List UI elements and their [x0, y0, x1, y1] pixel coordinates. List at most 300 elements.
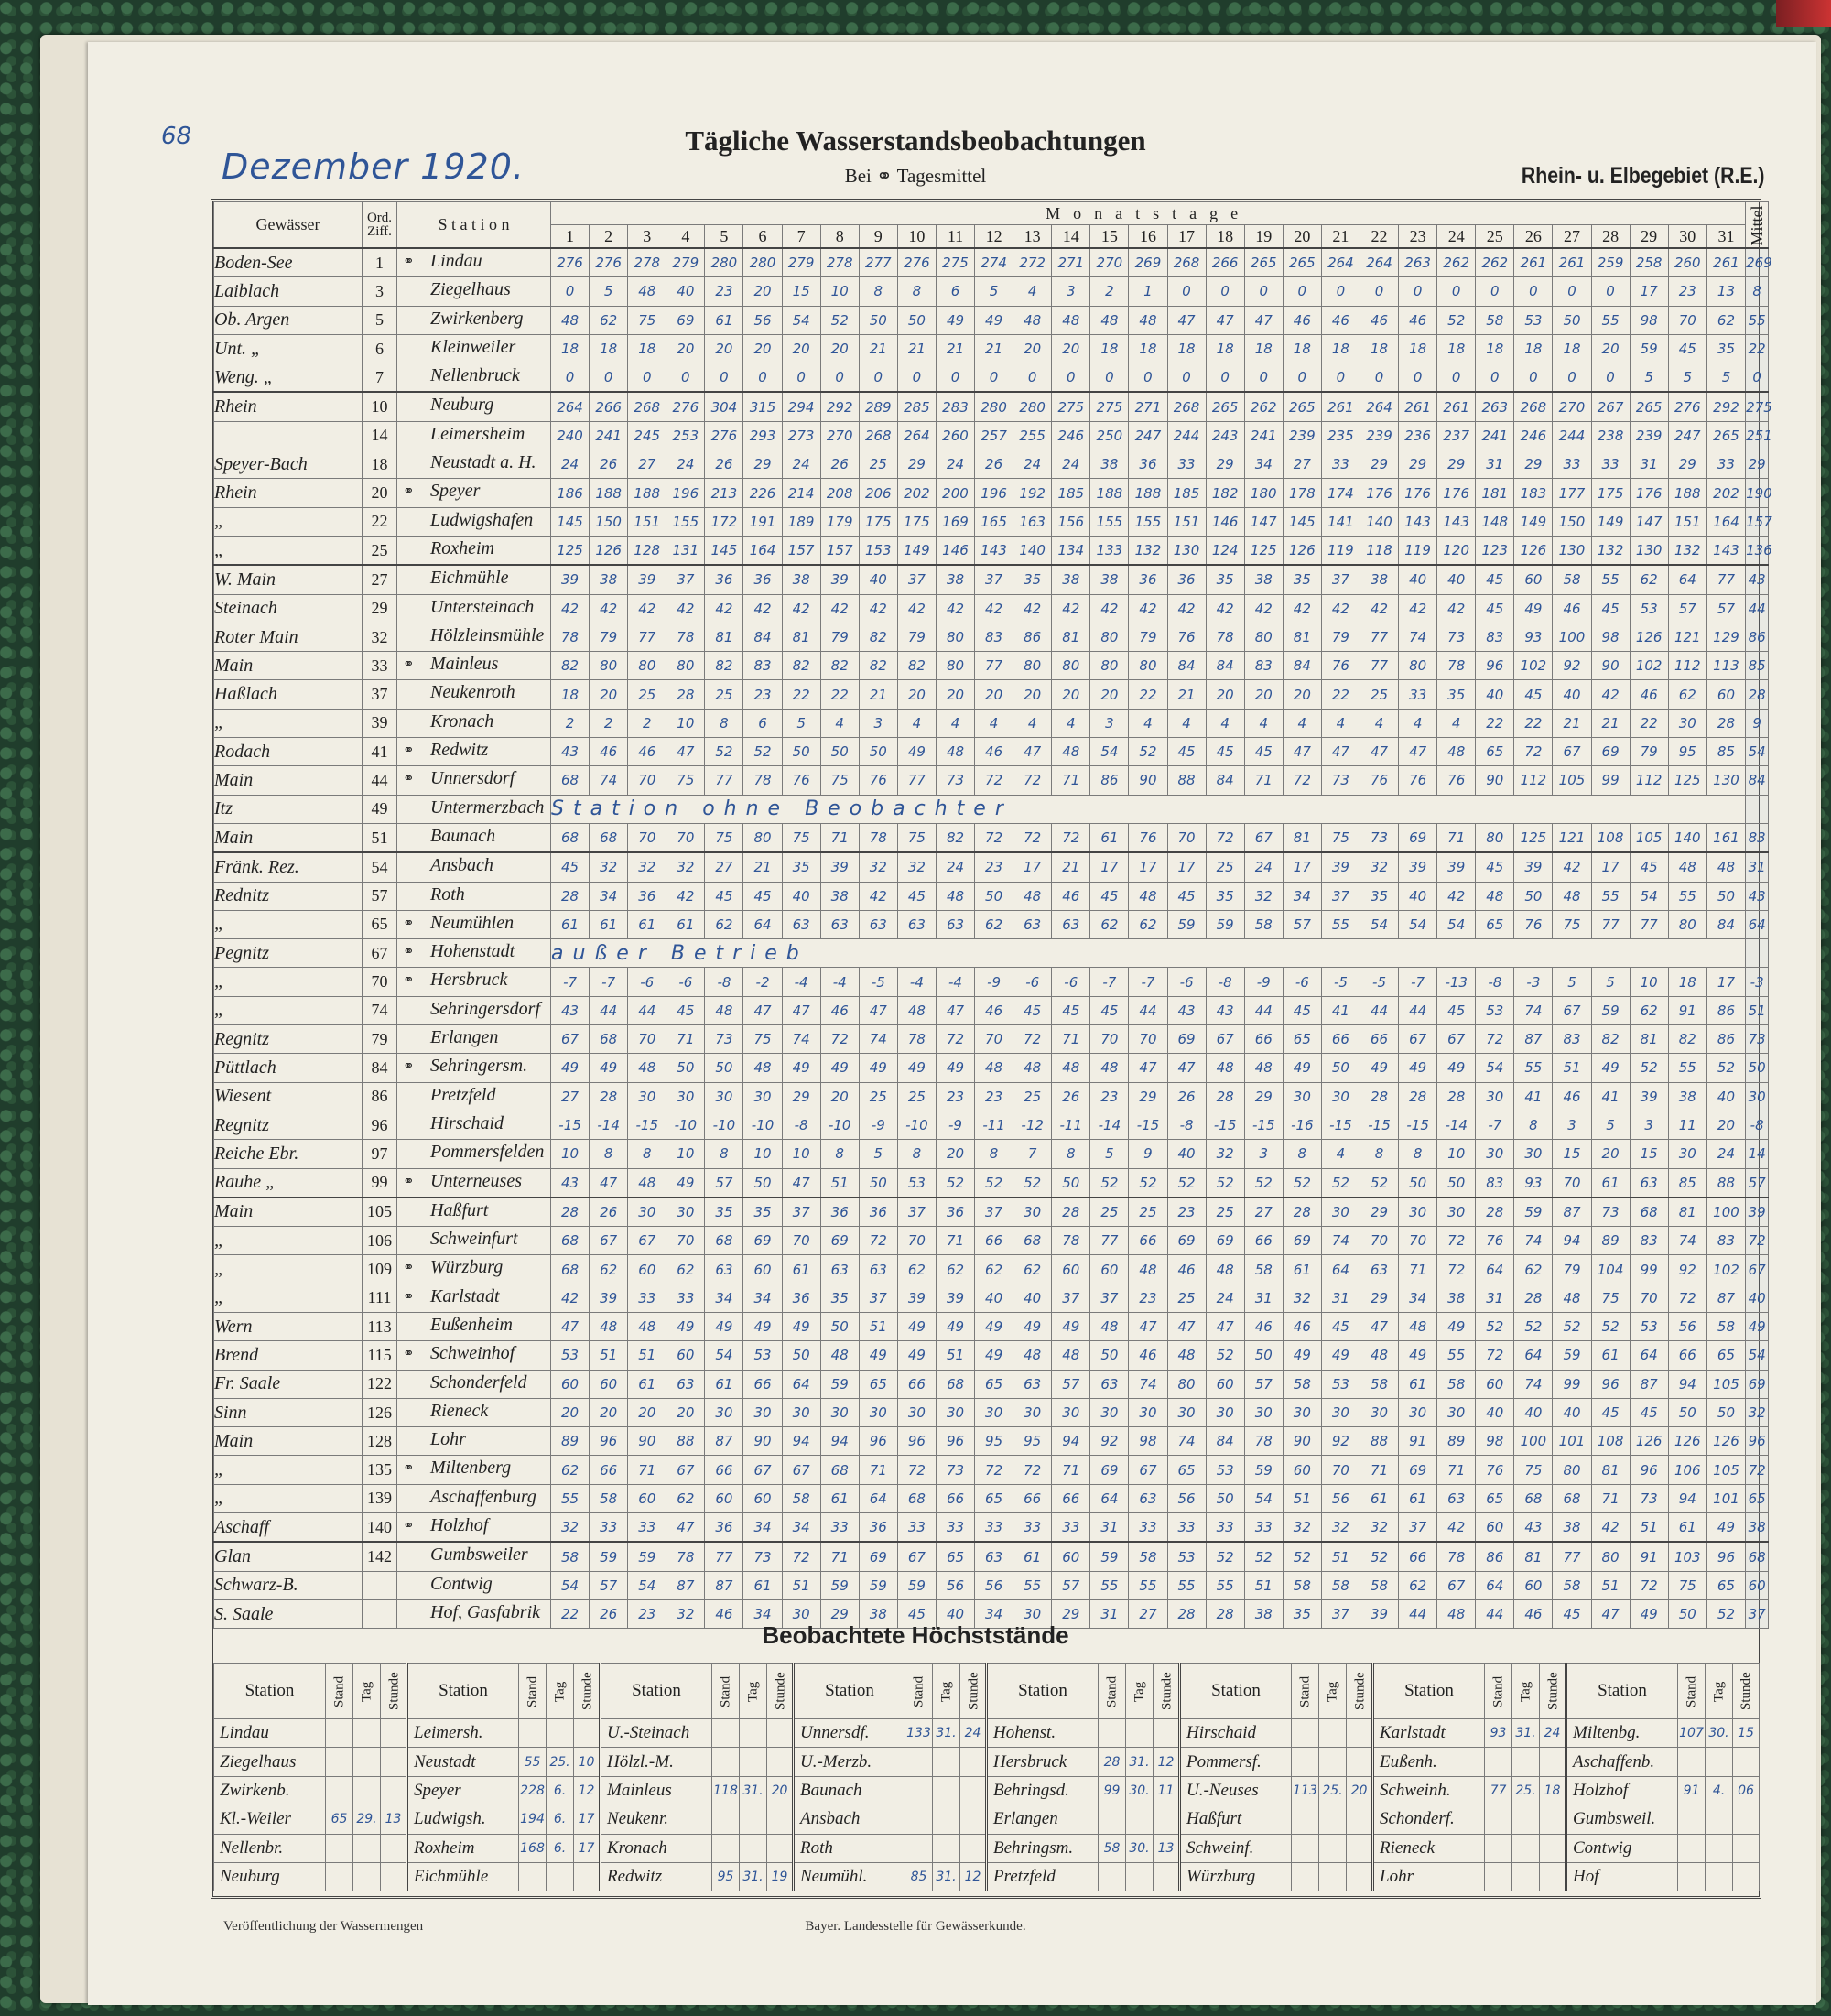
gewaesser-cell [214, 421, 363, 450]
value-cell: 4 [936, 709, 974, 737]
value-cell: 246 [1052, 421, 1090, 450]
value-cell: 6 [743, 709, 782, 737]
value-cell: 40 [1706, 1082, 1745, 1111]
value-cell: 65 [1476, 910, 1514, 938]
gewaesser-cell: Itz [214, 795, 363, 823]
value-cell: 27 [705, 852, 743, 882]
value-cell: -5 [1360, 968, 1398, 996]
value-cell: 92 [1090, 1427, 1129, 1456]
bookmark-ribbon [1776, 0, 1831, 27]
value-cell: 259 [1591, 248, 1630, 277]
value-cell: -15 [1129, 1111, 1167, 1139]
value-cell: 50 [782, 1341, 820, 1370]
value-cell: 0 [666, 363, 705, 393]
ord-cell: 142 [363, 1542, 397, 1571]
table-row [214, 996, 1769, 1024]
station-cell [397, 1370, 551, 1398]
value-cell: -11 [975, 1111, 1013, 1139]
value-cell: 42 [666, 882, 705, 910]
station-cell [397, 1398, 551, 1426]
ord-cell: 113 [363, 1312, 397, 1340]
value-cell: 62 [1129, 910, 1167, 938]
station-cell [397, 709, 551, 737]
value-cell: 35 [820, 1284, 859, 1312]
value-cell: 42 [1591, 1513, 1630, 1543]
value-cell: 33 [666, 1284, 705, 1312]
value-cell: 50 [1706, 882, 1745, 910]
value-cell: 20 [1013, 680, 1052, 709]
value-cell: 39 [1360, 1599, 1398, 1628]
hoechst-stunde [767, 1719, 794, 1748]
value-cell: 57 [1052, 1370, 1090, 1398]
hoechst-tag [1512, 1805, 1540, 1834]
ord-cell: 3 [363, 277, 397, 306]
hoechst-col-stunde: Stunde [1347, 1664, 1373, 1719]
value-cell: 78 [743, 766, 782, 795]
value-cell: 29 [1360, 450, 1398, 479]
hoechst-station: Hirschaid [1180, 1719, 1292, 1748]
value-cell: 55 [1206, 1571, 1244, 1599]
value-cell: 69 [1399, 1456, 1437, 1484]
value-cell: 65 [975, 1370, 1013, 1398]
value-cell: 31 [1090, 1599, 1129, 1628]
day-header: 2 [590, 225, 628, 249]
value-cell: 67 [551, 1025, 590, 1054]
value-cell: 275 [1090, 392, 1129, 421]
gewaesser-cell: Schwarz-B. [214, 1571, 363, 1599]
hoechst-tag [1126, 1805, 1154, 1834]
value-cell: 47 [666, 738, 705, 766]
value-cell: 155 [1129, 507, 1167, 536]
value-cell: 33 [1706, 450, 1745, 479]
value-cell: 150 [1553, 507, 1591, 536]
value-cell: 20 [1591, 334, 1630, 363]
value-cell: 96 [1706, 1542, 1745, 1571]
value-cell: 30 [820, 1398, 859, 1426]
hoechst-tag [353, 1776, 381, 1805]
station-cell [397, 823, 551, 852]
value-cell: 62 [590, 1255, 628, 1284]
hoechst-col-stunde: Stunde [1540, 1664, 1566, 1719]
station-name: Würzburg [430, 1257, 504, 1278]
station-cell [397, 1312, 551, 1340]
value-cell: 76 [782, 766, 820, 795]
value-cell: 99 [1553, 1370, 1591, 1398]
value-cell: 70 [1668, 306, 1706, 334]
value-cell: 77 [1553, 1542, 1591, 1571]
value-cell: 49 [1052, 1312, 1090, 1340]
value-cell: 66 [1244, 1227, 1283, 1255]
value-cell: 63 [1013, 1370, 1052, 1398]
value-cell: 20 [1706, 1111, 1745, 1139]
table-row [214, 1168, 1769, 1198]
hoechst-col-station: Station [601, 1664, 712, 1719]
hoechst-stand [905, 1834, 933, 1862]
value-cell: 26 [705, 450, 743, 479]
value-cell: 36 [743, 565, 782, 594]
value-cell: 18 [1514, 334, 1553, 363]
hoechst-stunde [1733, 1748, 1760, 1776]
value-cell: 47 [782, 996, 820, 1024]
value-cell: 35 [705, 1198, 743, 1227]
ord-cell: 10 [363, 392, 397, 421]
value-cell: 30 [1052, 1398, 1090, 1426]
value-cell: 64 [1090, 1484, 1129, 1512]
value-cell: 63 [1052, 910, 1090, 938]
value-cell: 79 [1321, 623, 1360, 651]
value-cell: 61 [590, 910, 628, 938]
value-cell: 67 [782, 1456, 820, 1484]
hoechst-stand [1099, 1805, 1126, 1834]
value-cell: 45 [1668, 334, 1706, 363]
table-row [214, 1513, 1769, 1543]
value-cell: 50 [1668, 1398, 1706, 1426]
value-cell: 37 [897, 1198, 936, 1227]
value-cell: 49 [666, 1312, 705, 1340]
value-cell: 34 [782, 1513, 820, 1543]
hoechst-tag: 30. [1126, 1776, 1154, 1805]
station-name: Haßfurt [430, 1199, 489, 1220]
gewaesser-cell: Püttlach [214, 1054, 363, 1082]
value-cell: 28 [1360, 1082, 1398, 1111]
station-cell [397, 652, 551, 680]
value-cell: 82 [897, 652, 936, 680]
value-cell: 181 [1476, 479, 1514, 507]
value-cell: 0 [1244, 277, 1283, 306]
value-cell: 48 [1437, 738, 1476, 766]
value-cell: 44 [1129, 996, 1167, 1024]
value-cell: -7 [551, 968, 590, 996]
value-cell: 63 [1013, 910, 1052, 938]
value-cell: 55 [1090, 1571, 1129, 1599]
value-cell: 20 [1052, 334, 1090, 363]
gewaesser-cell: Pegnitz [214, 939, 363, 968]
value-cell: 134 [1052, 536, 1090, 565]
value-cell: 33 [1167, 1513, 1206, 1543]
hoechst-tag [1512, 1862, 1540, 1891]
value-cell: 20 [975, 680, 1013, 709]
hoechst-stand [1292, 1719, 1319, 1748]
value-cell: 8 [820, 1140, 859, 1168]
value-cell: 65 [1283, 1025, 1321, 1054]
value-cell: 8 [1283, 1140, 1321, 1168]
value-cell: 42 [859, 882, 897, 910]
value-cell: 61 [628, 910, 666, 938]
value-cell: 58 [1553, 565, 1591, 594]
value-cell: 37 [1321, 565, 1360, 594]
value-cell: 0 [1013, 363, 1052, 393]
value-cell: 0 [1553, 363, 1591, 393]
value-cell: 10 [551, 1140, 590, 1168]
value-cell: 164 [1706, 507, 1745, 536]
station-name: Hohenstadt [430, 941, 515, 962]
value-cell: 140 [1013, 536, 1052, 565]
value-cell: 0 [1321, 363, 1360, 393]
hoechst-station: Lohr [1373, 1862, 1485, 1891]
value-cell: 63 [1090, 1370, 1129, 1398]
value-cell: 157 [820, 536, 859, 565]
value-cell: 21 [936, 334, 974, 363]
station-name: Ziegelhaus [430, 279, 511, 300]
value-cell: 49 [820, 1054, 859, 1082]
value-cell: 58 [1283, 1571, 1321, 1599]
value-cell: 66 [1129, 1227, 1167, 1255]
value-cell: 76 [1360, 766, 1398, 795]
value-cell: 49 [743, 1312, 782, 1340]
value-cell: 74 [1167, 1427, 1206, 1456]
value-cell: 54 [1437, 910, 1476, 938]
value-cell: 64 [859, 1484, 897, 1512]
value-cell: 50 [1553, 306, 1591, 334]
table-row [214, 1427, 1769, 1456]
value-cell: -15 [1206, 1111, 1244, 1139]
tagesmittel-mark-icon: ⚭ [403, 1519, 415, 1534]
hoechst-stand [1292, 1748, 1319, 1776]
hoechst-tag: 4. [1706, 1776, 1733, 1805]
value-cell: 46 [590, 738, 628, 766]
gewaesser-cell: Weng. „ [214, 363, 363, 393]
hoechst-stand [905, 1776, 933, 1805]
value-cell: 61 [743, 1571, 782, 1599]
ord-cell: 25 [363, 536, 397, 565]
mittel-cell: 57 [1746, 1168, 1769, 1198]
value-cell: 87 [1514, 1025, 1553, 1054]
value-cell: 78 [1244, 1427, 1283, 1456]
value-cell: 62 [1630, 565, 1668, 594]
value-cell: 15 [782, 277, 820, 306]
value-cell: 76 [1476, 1227, 1514, 1255]
value-cell: 77 [705, 1542, 743, 1571]
table-row [214, 536, 1769, 565]
value-cell: -8 [1476, 968, 1514, 996]
value-cell: 80 [1090, 623, 1129, 651]
value-cell: 25 [1129, 1198, 1167, 1227]
value-cell: 130 [1553, 536, 1591, 565]
value-cell: 39 [1514, 852, 1553, 882]
hoechst-stunde [1347, 1719, 1373, 1748]
value-cell: 96 [859, 1427, 897, 1456]
value-cell: 51 [1283, 1484, 1321, 1512]
value-cell: 145 [1283, 507, 1321, 536]
value-cell: 77 [1360, 652, 1398, 680]
value-cell: 45 [1591, 594, 1630, 623]
value-cell: 56 [975, 1571, 1013, 1599]
value-cell: 0 [590, 363, 628, 393]
value-cell: 37 [1052, 1284, 1090, 1312]
value-cell: 80 [666, 652, 705, 680]
value-cell: 15 [1630, 1140, 1668, 1168]
value-cell: 244 [1553, 421, 1591, 450]
value-cell: 39 [628, 565, 666, 594]
value-cell: 48 [628, 1054, 666, 1082]
value-cell: 58 [1706, 1312, 1745, 1340]
value-cell: 65 [1167, 1456, 1206, 1484]
hoechst-station: Behringsd. [987, 1776, 1099, 1805]
value-cell: 0 [1360, 277, 1398, 306]
value-cell: 274 [975, 248, 1013, 277]
day-header: 14 [1052, 225, 1090, 249]
value-cell: 43 [1514, 1513, 1553, 1543]
value-cell: 48 [628, 1168, 666, 1198]
value-cell: 70 [1321, 1456, 1360, 1484]
value-cell: 50 [1052, 1168, 1090, 1198]
value-cell: 0 [1167, 277, 1206, 306]
value-cell: 24 [1206, 1284, 1244, 1312]
value-cell: 34 [743, 1284, 782, 1312]
value-cell: 63 [782, 910, 820, 938]
hoechst-tag: 31. [933, 1719, 960, 1748]
value-cell: 4 [897, 709, 936, 737]
value-cell: 72 [1013, 823, 1052, 852]
value-cell: 70 [1360, 1227, 1398, 1255]
mittel-cell: 269 [1746, 248, 1769, 277]
value-cell: 69 [1283, 1227, 1321, 1255]
day-header: 12 [975, 225, 1013, 249]
value-cell: 60 [743, 1255, 782, 1284]
value-cell: 59 [1206, 910, 1244, 938]
table-row [214, 738, 1769, 766]
value-cell: 105 [1706, 1456, 1745, 1484]
value-cell: 46 [1399, 306, 1437, 334]
value-cell: 67 [1129, 1456, 1167, 1484]
value-cell: 96 [936, 1427, 974, 1456]
value-cell: 36 [820, 1198, 859, 1227]
value-cell: 175 [859, 507, 897, 536]
value-cell: 86 [1013, 623, 1052, 651]
value-cell: 239 [1360, 421, 1398, 450]
value-cell: 17 [1630, 277, 1668, 306]
value-cell: 34 [975, 1599, 1013, 1628]
table-row [214, 1312, 1769, 1340]
value-cell: 70 [1167, 823, 1206, 852]
table-row [214, 1398, 1769, 1426]
value-cell: 30 [1206, 1398, 1244, 1426]
hoechst-station: U.-Merzb. [794, 1748, 905, 1776]
value-cell: 30 [1129, 1398, 1167, 1426]
hoechst-tag: 6. [547, 1834, 574, 1862]
value-cell: 57 [1668, 594, 1706, 623]
value-cell: 86 [1090, 766, 1129, 795]
hoechst-row [214, 1834, 1760, 1862]
value-cell: 304 [705, 392, 743, 421]
value-cell: 49 [1399, 1341, 1437, 1370]
value-cell: 8 [1360, 1140, 1398, 1168]
ord-cell: 65 [363, 910, 397, 938]
value-cell: 262 [1476, 248, 1514, 277]
station-cell [397, 1513, 551, 1543]
table-row [214, 1484, 1769, 1512]
hoechst-station: Ludwigsh. [407, 1805, 519, 1834]
value-cell: 72 [1013, 766, 1052, 795]
ord-cell: 140 [363, 1513, 397, 1543]
ord-cell: 54 [363, 852, 397, 882]
value-cell: 48 [820, 1341, 859, 1370]
value-cell: 40 [1553, 1398, 1591, 1426]
value-cell: 51 [1321, 1542, 1360, 1571]
value-cell: 90 [1476, 766, 1514, 795]
value-cell: 53 [1476, 996, 1514, 1024]
value-cell: 34 [1283, 882, 1321, 910]
value-cell: 237 [1437, 421, 1476, 450]
value-cell: 120 [1437, 536, 1476, 565]
value-cell: 30 [859, 1398, 897, 1426]
value-cell: 0 [1167, 363, 1206, 393]
value-cell: 30 [1283, 1082, 1321, 1111]
value-cell: -4 [936, 968, 974, 996]
value-cell: 72 [1514, 738, 1553, 766]
hoechst-stunde [381, 1834, 407, 1862]
value-cell: 44 [1399, 996, 1437, 1024]
value-cell: 72 [1437, 1255, 1476, 1284]
value-cell: 58 [1437, 1370, 1476, 1398]
value-cell: 126 [1630, 623, 1668, 651]
value-cell: 39 [820, 852, 859, 882]
station-cell [397, 1542, 551, 1571]
value-cell: 32 [628, 852, 666, 882]
value-cell: 43 [1206, 996, 1244, 1024]
value-cell: 45 [1514, 680, 1553, 709]
value-cell: 83 [1706, 1227, 1745, 1255]
value-cell: 3 [1630, 1111, 1668, 1139]
value-cell: 30 [936, 1398, 974, 1426]
value-cell: 153 [859, 536, 897, 565]
value-cell: 25 [897, 1082, 936, 1111]
value-cell: 52 [1321, 1168, 1360, 1198]
value-cell: 64 [1630, 1341, 1668, 1370]
mittel-cell: 69 [1746, 1370, 1769, 1398]
hoechst-stand [1485, 1834, 1512, 1862]
value-cell: 47 [1321, 738, 1360, 766]
value-cell: 72 [782, 1542, 820, 1571]
hoechst-stand: 77 [1485, 1776, 1512, 1805]
value-cell: 20 [551, 1398, 590, 1426]
value-cell: 53 [897, 1168, 936, 1198]
value-cell: 32 [897, 852, 936, 882]
value-cell: 30 [705, 1398, 743, 1426]
value-cell: 30 [1283, 1398, 1321, 1426]
col-mittel: Mittel [1746, 202, 1769, 249]
value-cell: 61 [1591, 1168, 1630, 1198]
hoechst-stunde [1540, 1748, 1566, 1776]
mittel-cell: 54 [1746, 1341, 1769, 1370]
value-cell: 192 [1013, 479, 1052, 507]
value-cell: 21 [743, 852, 782, 882]
hoechst-stunde: 15 [1733, 1719, 1760, 1748]
value-cell: 48 [1206, 1255, 1244, 1284]
table-row [214, 623, 1769, 651]
value-cell: 101 [1706, 1484, 1745, 1512]
value-cell: 60 [1476, 1513, 1514, 1543]
ord-cell: 37 [363, 680, 397, 709]
value-cell: 84 [743, 623, 782, 651]
hoechst-tag: 25. [1512, 1776, 1540, 1805]
value-cell: 47 [782, 1168, 820, 1198]
value-cell: 74 [1514, 996, 1553, 1024]
hoechst-stunde [1540, 1862, 1566, 1891]
value-cell: 29 [1668, 450, 1706, 479]
value-cell: 56 [936, 1571, 974, 1599]
value-cell: 49 [897, 1054, 936, 1082]
value-cell: 29 [1360, 1284, 1398, 1312]
table-row [214, 1140, 1769, 1168]
value-cell: 34 [1244, 450, 1283, 479]
value-cell: 18 [1360, 334, 1398, 363]
value-cell: 28 [1399, 1082, 1437, 1111]
value-cell: 100 [1514, 1427, 1553, 1456]
value-cell: 29 [782, 1082, 820, 1111]
value-cell: 80 [1668, 910, 1706, 938]
value-cell: 66 [1360, 1025, 1398, 1054]
